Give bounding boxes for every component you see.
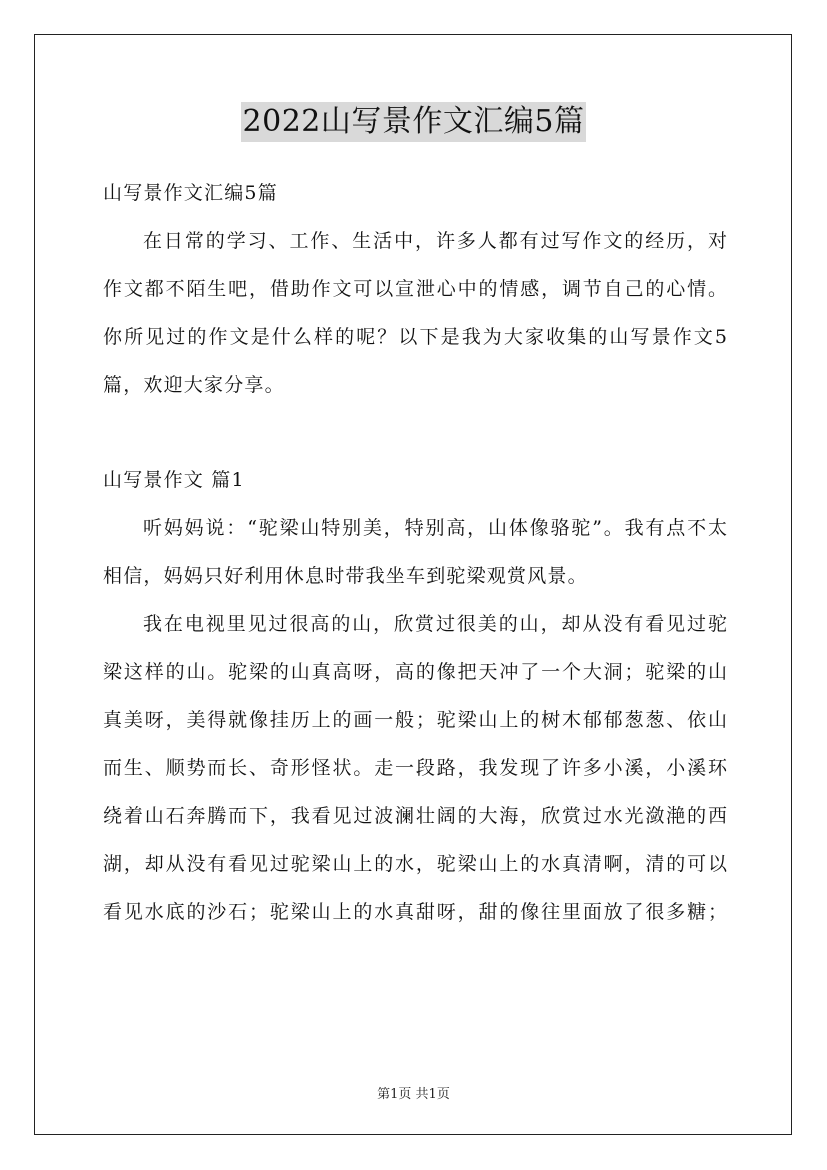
paragraph-line: 真美呀，美得就像挂历上的画一般；驼梁山上的树木郁郁葱葱、依山 xyxy=(103,709,727,731)
paragraph-line: 看见水底的沙石；驼梁山上的水真甜呀，甜的像往里面放了很多糖； xyxy=(103,901,727,923)
paragraph-line: 湖，却从没有看见过驼梁山上的水，驼梁山上的水真清啊，清的可以 xyxy=(103,853,727,875)
section-heading: 山写景作文 篇1 xyxy=(103,469,245,491)
paragraph-line: 绕着山石奔腾而下，我看见过波澜壮阔的大海，欣赏过水光潋滟的西 xyxy=(103,805,727,827)
intro-line: 你所见过的作文是什么样的呢？以下是我为大家收集的山写景作文5 xyxy=(103,326,727,348)
intro-line: 在日常的学习、工作、生活中，许多人都有过写作文的经历，对 xyxy=(143,230,727,252)
page-footer: 第1页 共1页 xyxy=(377,1087,450,1102)
document-subtitle: 山写景作文汇编5篇 xyxy=(103,182,278,204)
paragraph-line: 我在电视里见过很高的山，欣赏过很美的山，却从没有看见过驼 xyxy=(143,613,727,635)
paragraph-line: 听妈妈说：“驼梁山特别美，特别高，山体像骆驼”。我有点不太 xyxy=(143,517,727,539)
intro-line: 篇，欢迎大家分享。 xyxy=(103,374,285,396)
paragraph-line: 梁这样的山。驼梁的山真高呀，高的像把天冲了一个大洞；驼梁的山 xyxy=(103,661,727,683)
title-container xyxy=(0,102,827,142)
paragraph-line: 而生、顺势而长、奇形怪状。走一段路，我发现了许多小溪，小溪环 xyxy=(103,757,727,779)
intro-line: 作文都不陌生吧，借助作文可以宣泄心中的情感，调节自己的心情。 xyxy=(103,278,727,300)
document-body xyxy=(103,177,727,944)
section-spacer xyxy=(103,417,727,464)
paragraph-line: 相信，妈妈只好利用休息时带我坐车到驼梁观赏风景。 xyxy=(103,565,588,587)
document-title: 2022山写景作文汇编5篇 xyxy=(241,102,587,142)
